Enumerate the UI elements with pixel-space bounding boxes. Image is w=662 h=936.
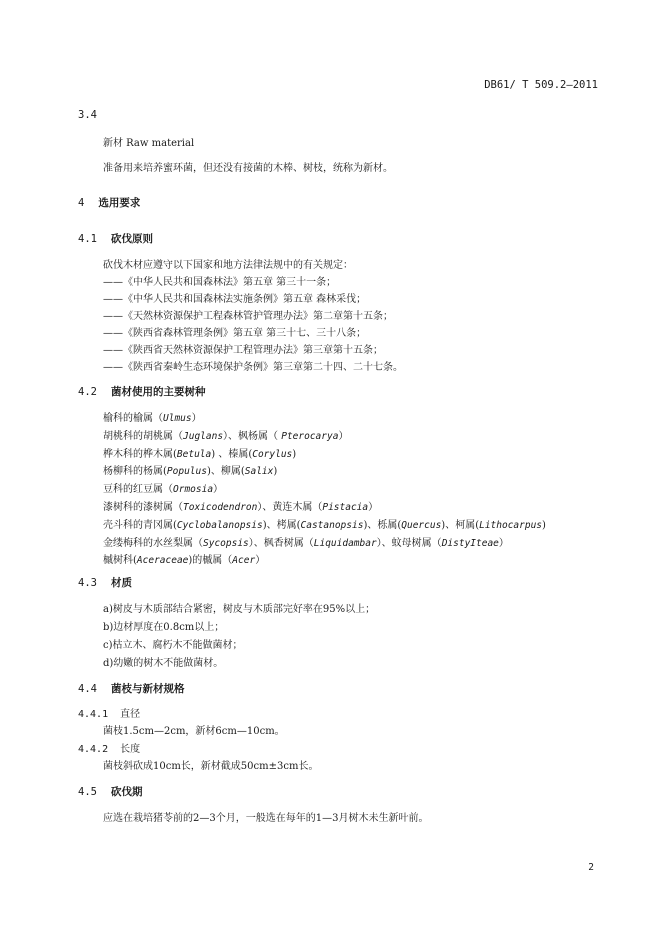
latin-genus-name: Liquidambar <box>313 537 377 549</box>
subsection-title: 长度 <box>120 744 141 755</box>
diameter-spec: 菌枝1.5cm—2cm，新材6cm—10cm。 <box>103 726 285 737</box>
species-text: 壳斗科的青冈属( <box>103 519 177 531</box>
latin-genus-name: Salix <box>244 466 274 478</box>
tree-species-line <box>103 409 202 424</box>
latin-genus-name: Pterocarya <box>281 430 339 442</box>
tree-species-line <box>103 516 546 531</box>
species-text: ) 、榛属( <box>211 448 253 460</box>
species-text: ) <box>292 448 297 460</box>
section-number: 4.4 <box>78 683 97 695</box>
species-text: )、栲属( <box>262 519 301 531</box>
species-text: 漆树科的漆树属（ <box>103 502 183 513</box>
tree-species-line <box>103 480 223 495</box>
felling-principle-intro: 砍伐木材应遵守以下国家和地方法律法规中的有关规定： <box>103 260 353 271</box>
species-text: )的槭属（ <box>188 555 233 567</box>
latin-genus-name: Ormosia <box>173 484 214 496</box>
tree-species-line <box>103 445 296 460</box>
section-title: 菌枝与新材规格 <box>110 683 185 695</box>
latin-genus-name: Quercus <box>401 519 442 531</box>
term-definition: 准备用来培养蜜环菌，但还没有接菌的木棒、树枝，统称为新材。 <box>103 163 393 174</box>
section-4-1-heading <box>78 231 153 246</box>
section-3-4-number: 3.4 <box>78 109 97 121</box>
length-spec: 菌枝斜砍成10cm长，新材截成50cm±3cm长。 <box>103 761 319 772</box>
latin-genus-name: Cyclobalanopsis <box>176 519 263 531</box>
section-title: 材质 <box>110 577 132 589</box>
latin-genus-name: Sycopsis <box>203 537 249 549</box>
term-raw-material: 新材 Raw material <box>103 138 195 149</box>
tree-species-line <box>103 498 378 513</box>
latin-genus-name: Lithocarpus <box>479 519 543 531</box>
law-list-item: ——《天然林资源保护工程森林管护管理办法》第二章第十五条； <box>103 311 393 322</box>
species-text: 杨柳科的杨属( <box>103 466 167 478</box>
law-list-item: ——《中华人民共和国森林法》第五章 第三十一条； <box>103 277 337 288</box>
material-requirement-item: a)树皮与木质部结合紧密，树皮与木质部完好率在95%以上； <box>103 604 376 615</box>
latin-genus-name: Pistacia <box>322 502 369 513</box>
species-text: 榆科的榆属（ <box>103 413 163 424</box>
material-requirement-item: c)枯立木、腐朽木不能做菌材； <box>103 640 243 651</box>
species-text: )、柳属( <box>206 466 245 478</box>
section-4-5-heading <box>78 784 142 799</box>
species-text: )、柯属( <box>441 519 480 531</box>
latin-genus-name: Castanopsis <box>300 519 364 531</box>
section-number: 4.2 <box>78 386 97 398</box>
species-text: ） <box>338 430 349 442</box>
tree-species-line <box>103 462 277 477</box>
latin-genus-name: Toxicodendron <box>183 502 258 513</box>
species-text: ) <box>542 519 546 531</box>
material-requirement-item: d)幼嫩的树木不能做菌材。 <box>103 658 224 669</box>
subsection-title: 直径 <box>120 709 141 720</box>
species-text: ）、黄连木属（ <box>257 502 323 513</box>
latin-genus-name: Populus <box>166 466 207 478</box>
felling-period-text: 应选在栽培猪苓前的2—3个月，一般选在每年的1—3月树木未生新叶前。 <box>103 813 429 824</box>
section-number: 4 <box>78 197 85 209</box>
subsection-number: 4.4.2 <box>78 744 109 755</box>
species-text: ） <box>213 484 224 496</box>
species-text: ） <box>498 537 509 549</box>
section-title: 选用要求 <box>98 197 141 209</box>
section-number: 4.1 <box>78 233 97 245</box>
species-text: 胡桃科的胡桃属（ <box>103 430 183 442</box>
latin-genus-name: Aceraceae <box>136 555 189 567</box>
law-list-item: ——《陕西省秦岭生态环境保护条例》第三章第二十四、二十七条。 <box>103 362 403 373</box>
section-title: 菌材使用的主要树种 <box>110 386 206 398</box>
latin-genus-name: DistyIteae <box>441 537 499 549</box>
species-text: )、栎属( <box>363 519 402 531</box>
subsection-number: 4.4.1 <box>78 709 109 720</box>
species-text: ） <box>255 555 266 567</box>
subsection-4-4-1-heading <box>78 705 140 720</box>
subsection-4-4-2-heading <box>78 740 140 755</box>
section-title: 砍伐期 <box>110 786 143 798</box>
species-text: ) <box>273 466 278 478</box>
section-number: 4.3 <box>78 577 97 589</box>
species-text: ）、蚊母树属（ <box>376 537 442 549</box>
section-4-3-heading <box>78 575 132 590</box>
species-text: 槭树科( <box>103 555 137 567</box>
species-text: 桦木科的桦木属( <box>103 448 177 460</box>
latin-genus-name: Acer <box>232 555 256 567</box>
page-number: 2 <box>588 862 594 873</box>
species-text: 金缕梅科的水丝梨属（ <box>103 537 203 549</box>
material-requirement-item: b)边材厚度在0.8cm以上； <box>103 622 225 633</box>
latin-genus-name: Betula <box>176 448 212 460</box>
species-text: ） <box>191 413 202 424</box>
section-4-heading <box>78 195 140 210</box>
law-list-item: ——《陕西省天然林资源保护工程管理办法》第三章第十五条； <box>103 345 383 356</box>
species-text: ）、枫杨属（ <box>223 430 282 442</box>
section-4-4-heading <box>78 681 184 696</box>
tree-species-line <box>103 551 265 566</box>
latin-genus-name: Corylus <box>252 448 293 460</box>
tree-species-line <box>103 427 348 442</box>
document-code-header: DB61/ T 509.2—2011 <box>484 79 598 91</box>
law-list-item: ——《中华人民共和国森林法实施条例》第五章 森林采伐； <box>103 294 367 305</box>
law-list-item: ——《陕西省森林管理条例》第五章 第三十七、三十八条； <box>103 328 367 339</box>
species-text: ）、枫香树属（ <box>248 537 314 549</box>
section-title: 砍伐原则 <box>110 233 153 245</box>
tree-species-line <box>103 534 509 549</box>
latin-genus-name: Juglans <box>183 430 224 442</box>
section-4-2-heading <box>78 384 205 399</box>
latin-genus-name: Ulmus <box>163 413 192 424</box>
section-number: 4.5 <box>78 786 97 798</box>
species-text: ） <box>368 502 379 513</box>
species-text: 豆科的红豆属（ <box>103 484 173 496</box>
